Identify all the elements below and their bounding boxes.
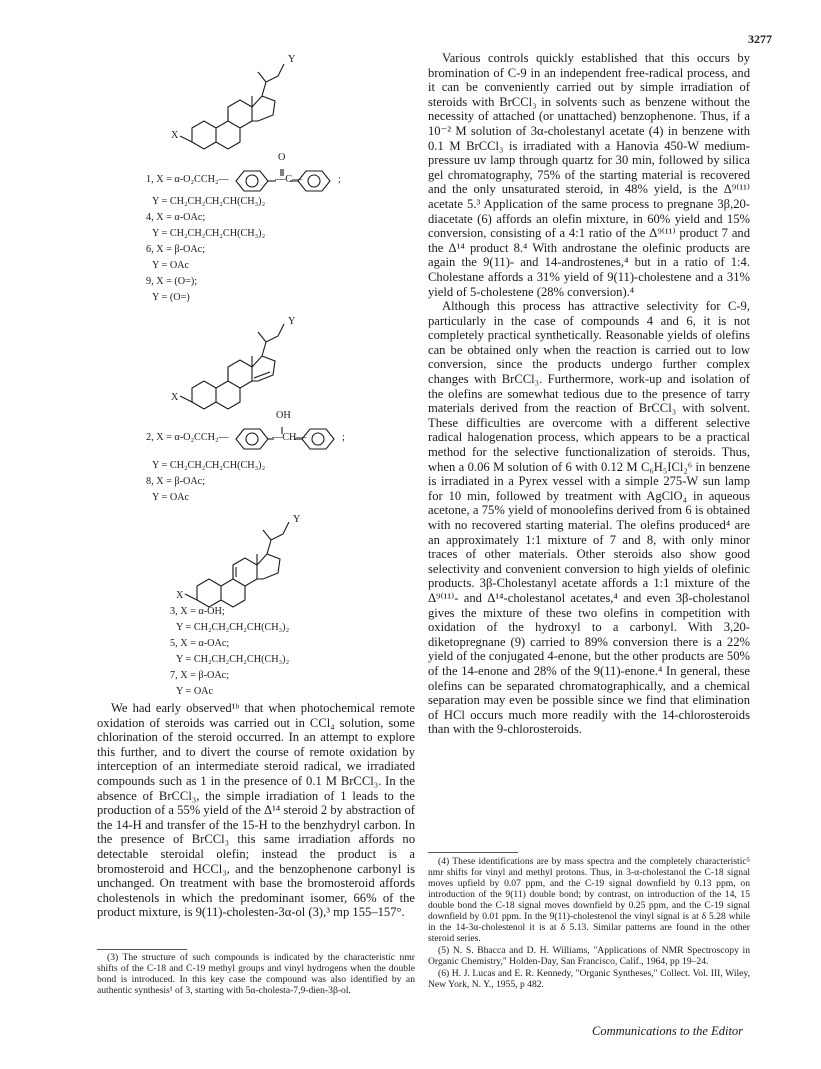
left-paragraph: We had early observed¹ᵇ that when photochemical remote oxidation of steroids was carried out in CCl₄ solution, some chlorination of the steroid occurred. In an attempt to explore this further, and to divert the course of remote oxidation by interception of an intermediate steroid radical, we irradiated compounds such as 1 in the presence of 0.1 M BrCCl₃. In the absence of BrCCl₃, the simple irradiation of 1 leads to the production of a 55% yield of the Δ¹⁴ steroid 2 by abstraction of the 14-H and transfer of the 15-H to the benzhydryl carbon. In the presence of BrCCl₃ this same irradiation affords no detectable steroidal olefin; instead the product is a bromosteroid and HCCl₃, and the benzophenone carbonyl is unchanged. On treatment with base the bromosteroid affords cholestenols in which the predominant isomer, 66% of the product mixture, is 9(11)-cholesten-3α-ol (3),³ mp 155–157°. xyxy=(97,701,415,920)
footnote-5: (5) N. S. Bhacca and D. H. Williams, "Applications of NMR Spectroscopy in Organic Chemistry," Holden-Day, San Francisco, Calif., 1964, pp 19–24. xyxy=(428,945,750,967)
compound-1-x-label: 1, X = α-O₂CCH₂— xyxy=(146,174,229,185)
substituent-x-label: X xyxy=(176,590,184,601)
compound-1-formula xyxy=(146,152,386,194)
steroid-structure-1 xyxy=(170,40,340,155)
semicolon-label: ; xyxy=(342,432,345,443)
compound-2-y-label: Y = CH₂CH₂CH₂CH(CH₃)₂ xyxy=(152,460,266,471)
footnote-4: (4) These identifications are by mass spectra and the completely characteristic⁵ nmr shifts for vinyl and methyl protons. Thus, in 3-α-cholestanol the C-18 signal moves upfield by 0.07 ppm, and the C-19 signal downfield by 0.13 ppm, on introduction of the 9(11) double bond; by contrast, on introduction of the 14, 15 double bond the C-18 signal moves downfield by 0.25 ppm, and the C-19 signal downfield by 0.01 ppm. In the 9(11)-cholestenol the vinyl signal is at δ 5.28 while in the 14-3α-cholestenol it is at δ 5.13. Similar patterns are found in the other steroid series. xyxy=(428,856,750,944)
compound-4-x-label: 4, X = α-OAc; xyxy=(146,212,206,223)
compound-6-x-label: 6, X = β-OAc; xyxy=(146,244,206,255)
right-column-body xyxy=(428,51,750,737)
compound-5-y-label: Y = CH₂CH₂CH₂CH(CH₃)₂ xyxy=(176,654,290,665)
compound-8-x-label: 8, X = β-OAc; xyxy=(146,476,206,487)
compound-2-formula xyxy=(146,410,386,452)
compound-7-y-label: Y = OAc xyxy=(176,686,214,697)
compound-2-x-label: 2, X = α-O₂CCH₂— xyxy=(146,432,229,443)
left-footnote xyxy=(97,952,415,997)
substituent-y-label: Y xyxy=(288,316,296,327)
compound-3-y-label: Y = CH₂CH₂CH₂CH(CH₃)₂ xyxy=(176,622,290,633)
carbonyl-o-label: O xyxy=(278,152,286,163)
substituent-x-label: X xyxy=(171,392,179,403)
footnote-rule-right xyxy=(428,852,518,853)
footnote-6: (6) H. J. Lucas and E. R. Kennedy, "Organic Syntheses," Collect. Vol. III, Wiley, New York, N. Y., 1955, p 482. xyxy=(428,968,750,990)
substituent-y-label: Y xyxy=(288,54,296,65)
compound-7-x-label: 7, X = β-OAc; xyxy=(170,670,230,681)
footnote-rule-left xyxy=(97,949,187,950)
carbonyl-c-label: —C— xyxy=(275,174,303,185)
right-footnotes xyxy=(428,856,750,991)
compound-4-y-label: Y = CH₂CH₂CH₂CH(CH₃)₂ xyxy=(152,228,266,239)
right-paragraph-1: Various controls quickly established that this occurs by bromination of C-9 in an independent free-radical process, and it can be conveniently carried out by simple irradiation of steroids with BrCCl₃ in solvents such as benzene without the necessity of attached (or unattached) benzophenone. Thus, if a 10⁻² M solution of 3α-cholestanyl acetate (4) in benzene with 0.1 M BrCCl₃ is irradiated with a Hanovia 450-W medium-pressure uv lamp through quartz for 30 min, followed by silica gel chromatography, 75% of the starting material is recovered and the only unsaturated steroid, in 48% yield, is the Δ⁹⁽¹¹⁾ acetate 5.³ Application of the same process to pregnane 3β,20-diacetate (6) affords an olefin mixture, in 60% yield and 15% conversion, consisting of a 4:1 ratio of the Δ⁹⁽¹¹⁾ product 7 and the Δ¹⁴ product 8.⁴ With androstane the olefinic products are again the 9(11)- and 14-androstenes,⁴ but in a ratio of 1:4. Cholestane affords a 31% yield of 9(11)-cholestene and a 31% yield of 5-cholestene (28% conversion).⁴ xyxy=(428,51,750,299)
compound-3-x-label: 3, X = α-OH; xyxy=(170,606,225,617)
compound-9-x-label: 9, X = (O=); xyxy=(146,276,198,287)
hydroxyl-oh-label: OH xyxy=(276,410,291,421)
footnote-3: (3) The structure of such compounds is indicated by the characteristic nmr shifts of the C-18 and C-19 methyl groups and vinyl hydrogens when the double bond is introduced. In this key case the compound was also identified by an authentic synthesis¹ of 3, starting with 5α-cholesta-7,9-dien-3β-ol. xyxy=(97,952,415,996)
semicolon-label: ; xyxy=(338,174,341,185)
right-paragraph-2: Although this process has attractive selectivity for C-9, particularly in the case of compounds 4 and 6, it is not completely practical synthetically. Reasonable yields of olefins can be obtained only when the reaction is carried out to low conversion, since the products undergo further complex changes with BrCCl₃. Furthermore, work-up and isolation of the olefins are somewhat tedious due to the presence of tarry materials derived from the reaction of BrCCl₃ with solvent. These difficulties are overcome with a different selective radical halogenation process, which appears to be a practical method for the selective functionalization of steroids. Thus, when a 0.06 M solution of 6 with 0.12 M C₆H₅ICl₂⁶ in benzene is irradiated in a Pyrex vessel with a simple 275-W sun lamp for 10 min, followed by treatment with AgClO₄ in aqueous acetone, a 75% yield of monoolefins derived from 6 is obtained with no recovered starting material. The olefins produced⁴ are an approximately 1:1 mixture of 7 and 8, with only minor traces of other materials. Other steroids also show good selectivity and convenient conversion to high yields of olefinic products. 3β-Cholestanyl acetate affords a 1:1 mixture of the Δ⁹⁽¹¹⁾- and Δ¹⁴-cholestanol acetates,⁴ and even 3β-cholestanol gives the mixture of these two olefins in competition with oxidation of the hydroxyl to a carbonyl. With 3,20-diketopregnane (9) carried to 89% conversion there is a 22% yield of the conjugated 4-enone, but the other products are 50% of the 14-enone and 28% of the 9(11)-enone.⁴ In general, these olefins can be separated chromatographically, and a chemical separation may even be possible since we find that elimination of HCl occurs much more readily with the 14-chlorosteroids than with the 9-chlorosteroids. xyxy=(428,299,750,737)
left-column-body xyxy=(97,701,415,920)
steroid-structure-2 xyxy=(170,308,340,418)
compound-6-y-label: Y = OAc xyxy=(152,260,190,271)
compound-9-y-label: Y = (O=) xyxy=(152,292,190,303)
compound-8-y-label: Y = OAc xyxy=(152,492,190,503)
steroid-structure-3 xyxy=(175,506,345,616)
benzhydryl-ch-label: —CH— xyxy=(272,432,307,443)
page-number: 3277 xyxy=(748,32,772,46)
substituent-x-label: X xyxy=(171,130,179,141)
substituent-y-label: Y xyxy=(293,514,301,525)
section-footer: Communications to the Editor xyxy=(592,1024,744,1038)
compound-1-y-label: Y = CH₂CH₂CH₂CH(CH₃)₂ xyxy=(152,196,266,207)
compound-5-x-label: 5, X = α-OAc; xyxy=(170,638,230,649)
